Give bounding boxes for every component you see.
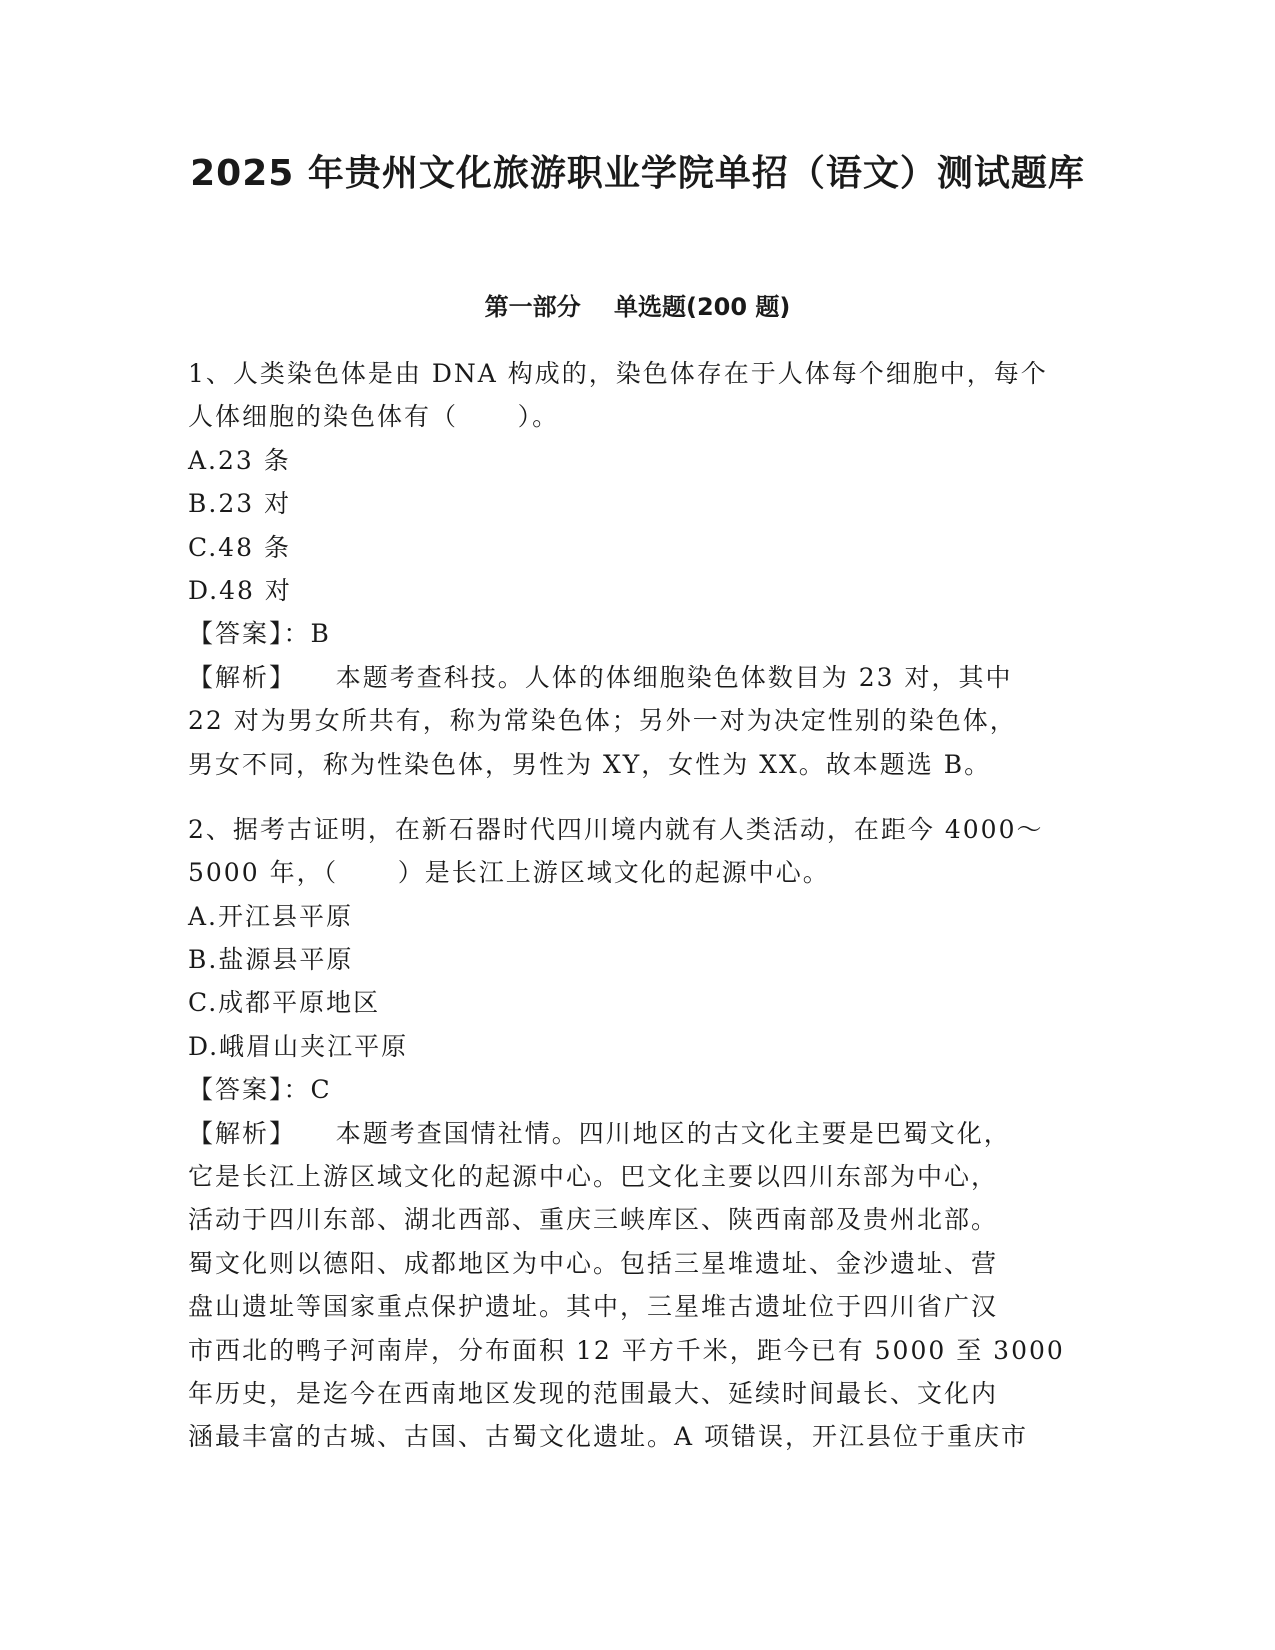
option-a: A.开江县平原 <box>188 901 354 931</box>
analysis-line: 年历史，是迄今在西南地区发现的范围最大、延续时间最长、文化内 <box>188 1378 999 1408</box>
option-b: B.盐源县平原 <box>188 945 354 975</box>
analysis-line: 活动于四川东部、湖北西部、重庆三峡库区、陕西南部及贵州北部。 <box>188 1205 999 1235</box>
section-title: 第一部分 单选题(200 题) <box>484 293 791 321</box>
document-title: 2025 年贵州文化旅游职业学院单招（语文）测试题库 <box>190 153 1085 194</box>
question-stem-line: 人体细胞的染色体有（ ）。 <box>188 402 560 432</box>
question-stem-line: 2、据考古证明，在新石器时代四川境内就有人类活动，在距今 4000～ <box>188 814 1044 844</box>
question-stem-line: 5000 年，（ ）是长江上游区域文化的起源中心。 <box>188 858 830 888</box>
analysis-line: 盘山遗址等国家重点保护遗址。其中，三星堆古遗址位于四川省广汉 <box>188 1292 999 1322</box>
option-a: A.23 条 <box>188 445 291 475</box>
analysis-line: 男女不同，称为性染色体，男性为 XY，女性为 XX。故本题选 B。 <box>188 749 992 779</box>
answer-line: 【答案】：C <box>188 1075 332 1105</box>
option-d: D.48 对 <box>188 575 292 605</box>
option-b: B.23 对 <box>188 489 292 519</box>
analysis-line: 它是长江上游区域文化的起源中心。巴文化主要以四川东部为中心， <box>188 1162 999 1192</box>
analysis-line: 市西北的鸭子河南岸，分布面积 12 平方千米，距今已有 5000 至 3000 <box>188 1335 1065 1365</box>
option-c: C.48 条 <box>188 532 291 562</box>
analysis-line: 【解析】 本题考查国情社情。四川地区的古文化主要是巴蜀文化， <box>188 1118 1011 1148</box>
analysis-line: 【解析】 本题考查科技。人体的体细胞染色体数目为 23 对，其中 <box>188 662 1013 692</box>
question-list <box>188 352 1088 1459</box>
option-c: C.成都平原地区 <box>188 988 381 1018</box>
answer-line: 【答案】：B <box>188 619 331 649</box>
question-2 <box>188 808 1088 1459</box>
option-d: D.峨眉山夹江平原 <box>188 1031 409 1061</box>
question-gap <box>188 786 1088 808</box>
analysis-line: 蜀文化则以德阳、成都地区为中心。包括三星堆遗址、金沙遗址、营 <box>188 1248 999 1278</box>
analysis-line: 涵最丰富的古城、古国、古蜀文化遗址。A 项错误，开江县位于重庆市 <box>188 1422 1029 1452</box>
question-stem-line: 1、人类染色体是由 DNA 构成的，染色体存在于人体每个细胞中，每个 <box>188 359 1048 388</box>
question-1 <box>188 352 1088 786</box>
analysis-line: 22 对为男女所共有，称为常染色体；另外一对为决定性别的染色体， <box>188 706 1017 736</box>
